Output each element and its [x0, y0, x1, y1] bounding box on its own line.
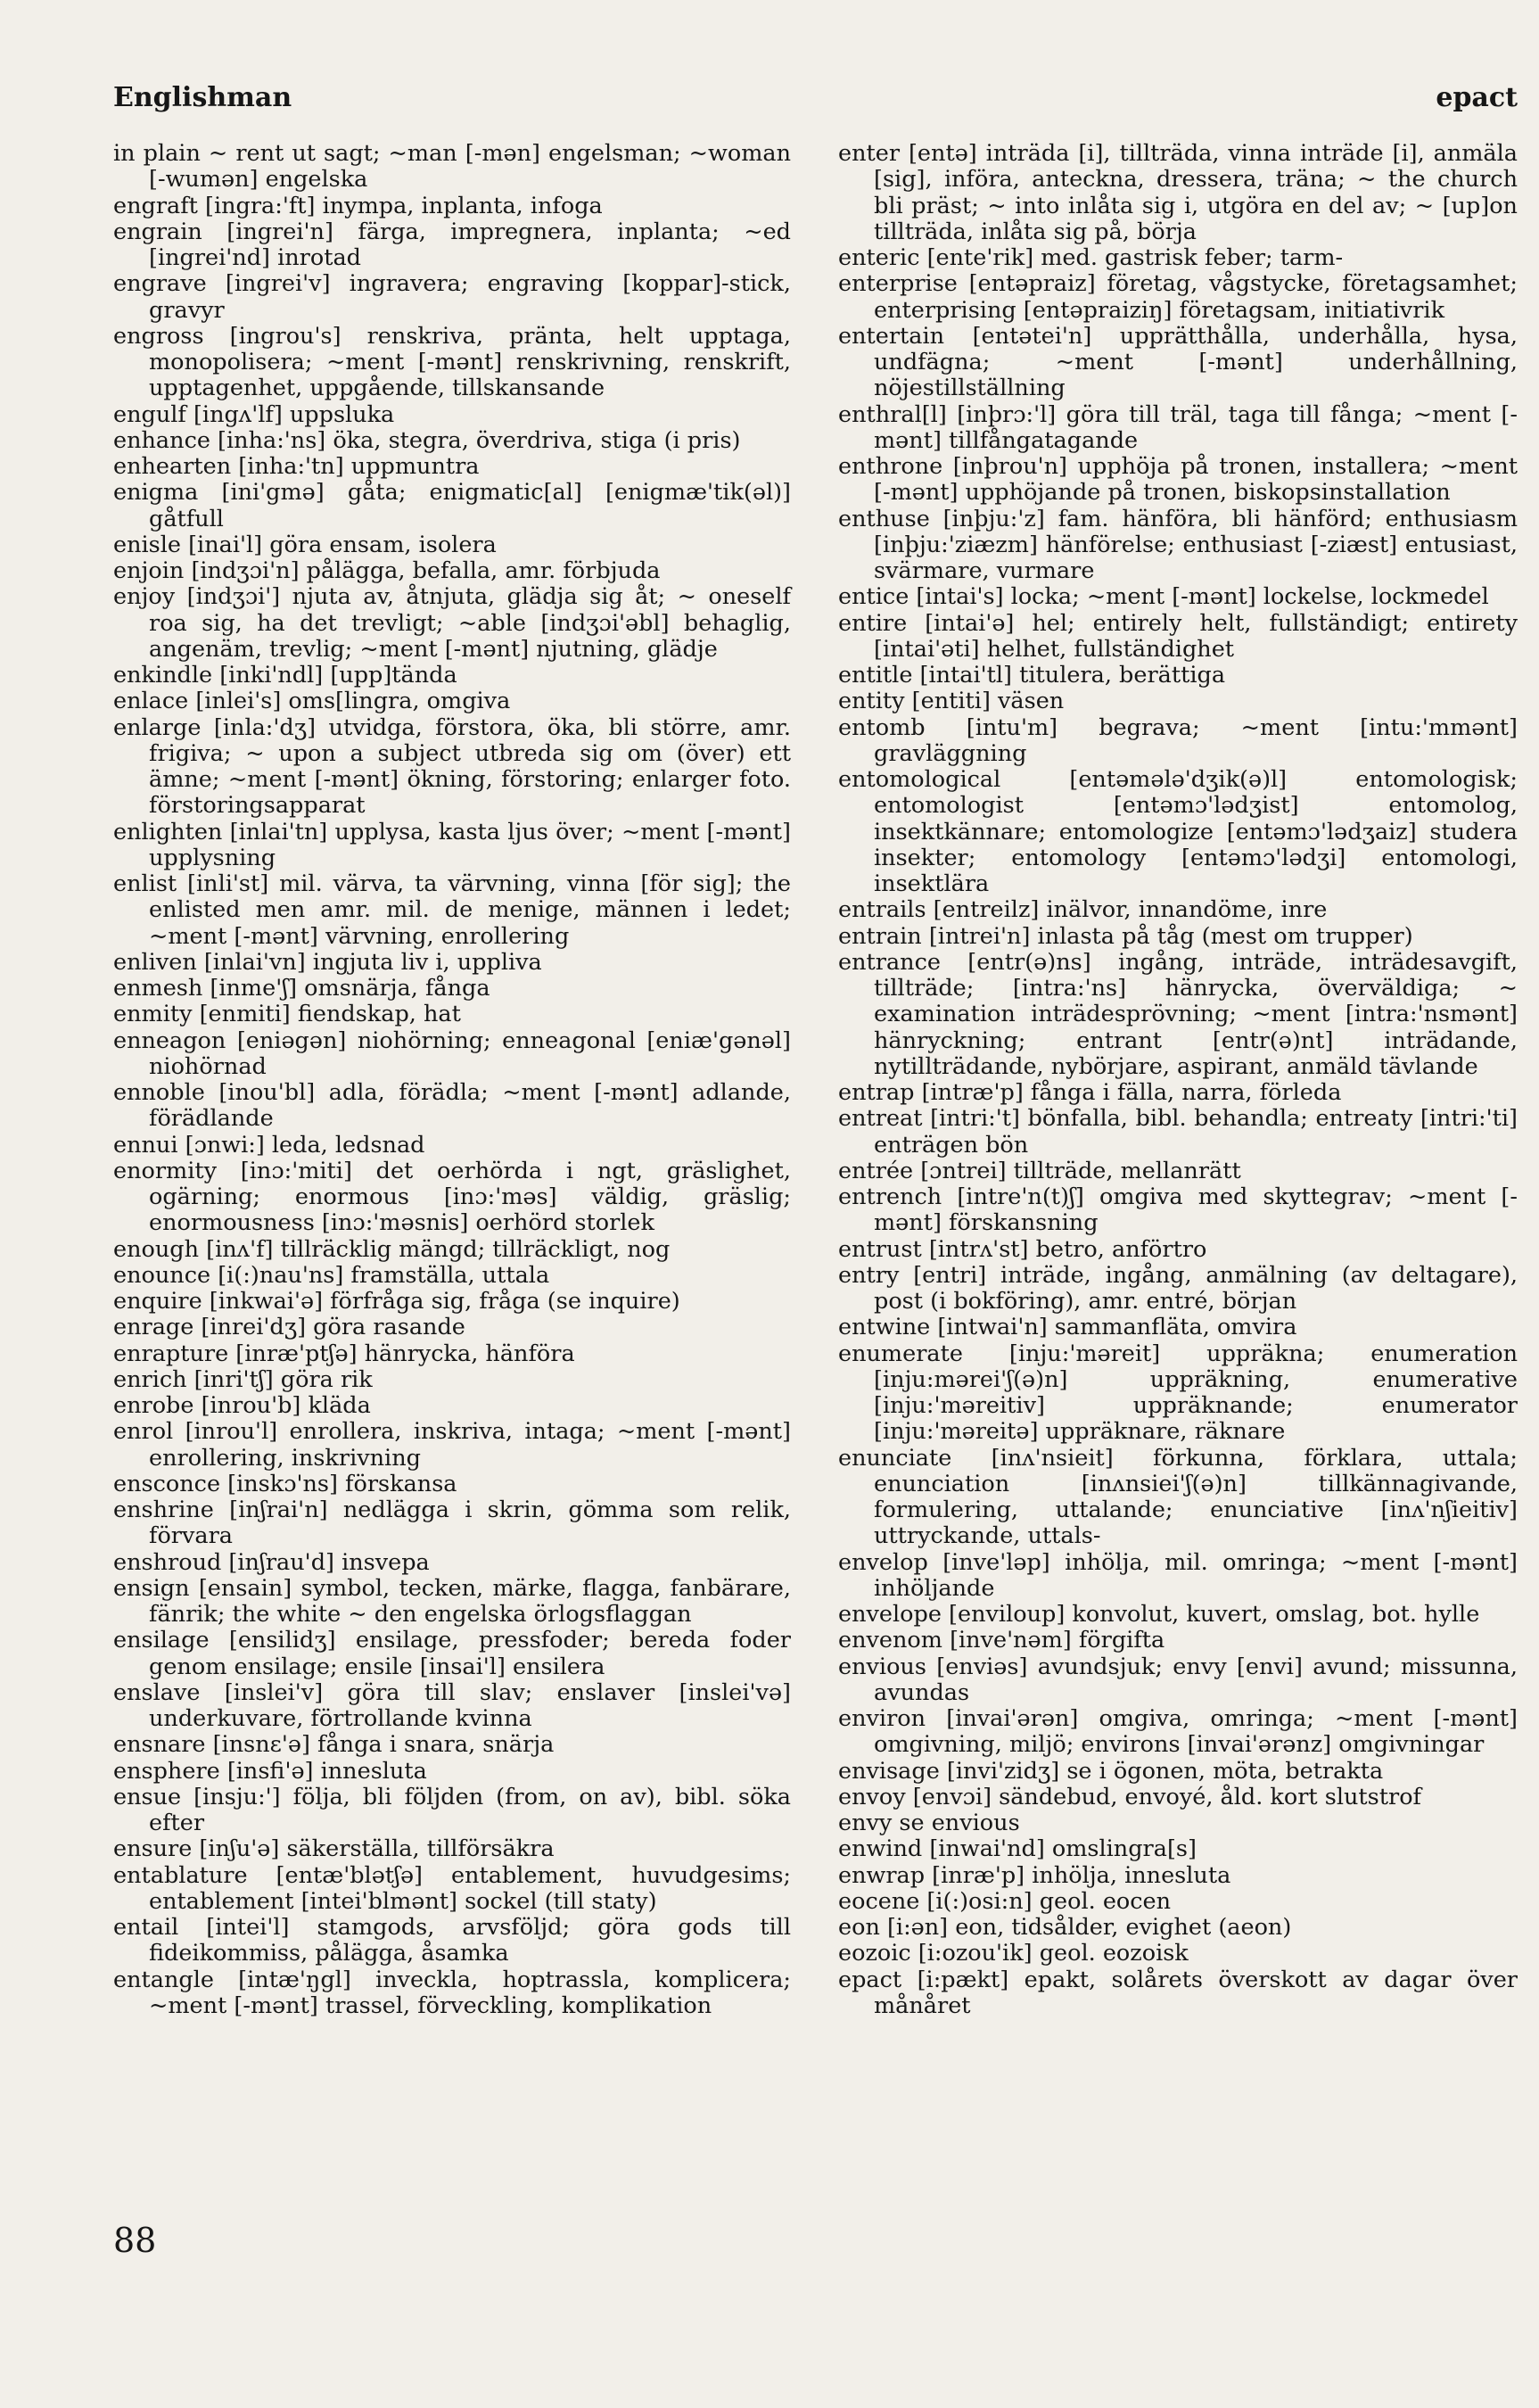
dictionary-entry: enigma [ini'gmə] gåta; enigmatic[al] [enigmæ'tik(əl)] gåtfull: [113, 479, 791, 532]
dictionary-entry: entry [entri] inträde, ingång, anmälning (av deltagare), post (i bokföring), amr. entré, början: [838, 1261, 1518, 1315]
dictionary-entry: entrain [intrei'n] inlasta på tåg (mest om trupper): [838, 922, 1413, 950]
dictionary-entry: epact [i:pækt] epakt, solårets överskott av dagar över månåret: [838, 1966, 1518, 2019]
dictionary-entry: entire [intai'ə] hel; entirely helt, fullständigt; entirety [intai'əti] helhet, fullständighet: [838, 609, 1518, 663]
dictionary-entry: engrain [ingrei'n] färga, impregnera, inplanta; ~ed [ingrei'nd] inrotad: [113, 218, 791, 271]
dictionary-entry: ensphere [insfi'ə] innesluta: [113, 1757, 427, 1785]
dictionary-entry: entreat [intri:'t] bönfalla, bibl. behandla; entreaty [intri:'ti] enträgen bön: [838, 1105, 1518, 1159]
dictionary-entry: enrobe [inrou'b] kläda: [113, 1392, 371, 1419]
dictionary-entry: enormity [inɔ:'miti] det oerhörda i ngt, gräslighet, ogärning; enormous [inɔ:'məs] väldig, gräslig; enormousness [inɔ:'məsnis] oerhörd storlek: [113, 1157, 791, 1237]
dictionary-entry: envenom [inve'nəm] förgifta: [838, 1627, 1165, 1654]
dictionary-entry: ensign [ensain] symbol, tecken, märke, flagga, fanbärare, fänrik; the white ~ den engelska örlogsflaggan: [113, 1574, 791, 1628]
left-column: [113, 141, 791, 2019]
page-number: 88: [113, 2221, 157, 2260]
dictionary-entry: eon [i:ən] eon, tidsålder, evighet (aeon): [838, 1914, 1292, 1941]
dictionary-entry: enwrap [inræ'p] inhölja, innesluta: [838, 1861, 1231, 1889]
dictionary-entry: enlighten [inlai'tn] upplysa, kasta ljus över; ~ment [-mənt] upplysning: [113, 818, 791, 871]
dictionary-entry: ensilage [ensilidʒ] ensilage, pressfoder; bereda foder genom ensilage; ensile [insai'l] ensilera: [113, 1627, 791, 1680]
dictionary-entry: ensconce [inskɔ'ns] förskansa: [113, 1470, 457, 1497]
dictionary-entry: entablature [entæ'blətʃə] entablement, huvudgesims; entablement [intei'blmənt] sockel (till staty): [113, 1861, 791, 1915]
dictionary-entry: entrée [ɔntrei] tillträde, mellanrätt: [838, 1157, 1241, 1184]
dictionary-entry: entertain [entətei'n] upprätthålla, underhålla, hysa, undfägna; ~ment [-mənt] underhållning, nöjestillställning: [838, 322, 1518, 402]
dictionary-entry: enumerate [inju:'məreit] uppräkna; enumeration [inju:mərei'ʃ(ə)n] uppräkning, enumerative [inju:'məreitiv] uppräknande; enumerator [inju:'məreitə] uppräknare, räknare: [838, 1340, 1518, 1446]
dictionary-entry: enter [entə] inträda [i], tillträda, vinna inträde [i], anmäla [sig], införa, anteckna, dressera, träna; ~ the church bli präst; ~ into inlåta sig i, utgöra en del av; ~ [up]on tillträda, inlåta sig på, börja: [838, 140, 1518, 245]
dictionary-entry: eozoic [i:ozou'ik] geol. eozoisk: [838, 1940, 1189, 1967]
dictionary-entry: enjoin [indʒɔi'n] pålägga, befalla, amr. förbjuda: [113, 557, 661, 584]
dictionary-entry: envelop [inve'ləp] inhölja, mil. omringa; ~ment [-mənt] inhöljande: [838, 1548, 1518, 1602]
dictionary-entry: enunciate [inʌ'nsieit] förkunna, förklara, uttala; enunciation [inʌnsiei'ʃ(ə)n] tillkännagivande, formulering, uttalande; enunciative [inʌ'nʃieitiv] uttryckande, uttals-: [838, 1444, 1518, 1550]
dictionary-entry: environ [invai'ərən] omgiva, omringa; ~ment [-mənt] omgivning, miljö; environs [invai'ərənz] omgivningar: [838, 1705, 1518, 1759]
dictionary-entry: engraft [ingra:'ft] inympa, inplanta, infoga: [113, 192, 603, 219]
dictionary-entry: enslave [inslei'v] göra till slav; enslaver [inslei'və] underkuvare, förtrollande kvinna: [113, 1678, 791, 1732]
dictionary-entry: entity [entiti] väsen: [838, 688, 1065, 715]
dictionary-entry: envisage [invi'zidʒ] se i ögonen, möta, betrakta: [838, 1757, 1384, 1785]
dictionary-entry: enthral[l] [inþrɔ:'l] göra till träl, taga till fånga; ~ment [-mənt] tillfångatagande: [838, 400, 1518, 454]
guide-word-right: epact: [1436, 82, 1518, 113]
dictionary-entry: enterprise [entəpraiz] företag, vågstycke, företagsamhet; enterprising [entəpraiziŋ] företagsam, initiativrik: [838, 270, 1518, 324]
dictionary-entry: in plain ~ rent ut sagt; ~man [-mən] engelsman; ~woman [-wumən] engelska: [113, 140, 791, 194]
dictionary-entry: enkindle [inki'ndl] [upp]tända: [113, 662, 457, 689]
dictionary-entry: enshrine [inʃrai'n] nedlägga i skrin, gömma som relik, förvara: [113, 1497, 791, 1550]
dictionary-entry: enrapture [inræ'ptʃə] hänrycka, hänföra: [113, 1340, 575, 1367]
dictionary-entry: entice [intai's] locka; ~ment [-mənt] lockelse, lockmedel: [838, 583, 1489, 611]
dictionary-entry: enlarge [inla:'dʒ] utvidga, förstora, öka, bli större, amr. frigiva; ~ upon a subject utbreda sig om (över) ett ämne; ~ment [-mənt] ökning, förstoring; enlarger foto. förstoringsapparat: [113, 713, 791, 820]
dictionary-entry: enrich [inri'tʃ] göra rik: [113, 1365, 373, 1393]
dictionary-entry: envelope [enviloup] konvolut, kuvert, omslag, bot. hylle: [838, 1601, 1480, 1628]
dictionary-entry: enhearten [inha:'tn] uppmuntra: [113, 453, 480, 480]
dictionary-entry: enquire [inkwai'ə] förfråga sig, fråga (se inquire): [113, 1288, 680, 1315]
dictionary-entry: envoy [envɔi] sändebud, envoyé, åld. kort slutstrof: [838, 1783, 1421, 1810]
dictionary-entry: enteric [ente'rik] med. gastrisk feber; tarm-: [838, 244, 1344, 271]
dictionary-entry: enmesh [inme'ʃ] omsnärja, fånga: [113, 975, 490, 1002]
dictionary-entry: enjoy [indʒɔi'] njuta av, åtnjuta, glädja sig åt; ~ oneself roa sig, ha det trevligt; ~able [indʒɔi'əbl] behaglig, angenäm, trevlig; ~ment [-mənt] njutning, glädje: [113, 583, 791, 663]
dictionary-entry: enough [inʌ'f] tillräcklig mängd; tillräckligt, nog: [113, 1235, 671, 1263]
dictionary-entry: ennui [ɔnwi:] leda, ledsnad: [113, 1131, 425, 1159]
dictionary-entry: enwind [inwai'nd] omslingra[s]: [838, 1835, 1197, 1863]
dictionary-entry: engrave [ingrei'v] ingravera; engraving [koppar]-stick, gravyr: [113, 270, 791, 324]
dictionary-entry: enhance [inha:'ns] öka, stegra, överdriva, stiga (i pris): [113, 426, 741, 454]
dictionary-entry: entrance [entr(ə)ns] ingång, inträde, inträdesavgift, tillträde; [intra:'ns] hänrycka, överväldiga; ~ examination inträdesprövning; ~ment [intra:'nsmənt] hänryckning; entrant [entr(ə)nt] inträdande, nytillträdande, nybörjare, aspirant, anmäld tävlande: [838, 948, 1518, 1080]
dictionary-entry: entrust [intrʌ'st] betro, anförtro: [838, 1235, 1207, 1263]
dictionary-entry: entwine [intwai'n] sammanfläta, omvira: [838, 1314, 1297, 1341]
dictionary-entry: ensnare [insnɛ'ə] fånga i snara, snärja: [113, 1731, 555, 1759]
dictionary-entry: ennoble [inou'bl] adla, förädla; ~ment [-mənt] adlande, förädlande: [113, 1079, 791, 1133]
dictionary-entry: enrage [inrei'dʒ] göra rasande: [113, 1314, 465, 1341]
dictionary-entry: engross [ingrou's] renskriva, pränta, helt upptaga, monopolisera; ~ment [-mənt] renskrivning, renskrift, upptagenhet, uppgående, tillskansande: [113, 322, 791, 402]
dictionary-entry: entomb [intu'm] begrava; ~ment [intu:'mmənt] gravläggning: [838, 713, 1518, 767]
dictionary-entry: entitle [intai'tl] titulera, berättiga: [838, 662, 1226, 689]
dictionary-entry: envy se envious: [838, 1810, 1020, 1836]
dictionary-entry: entrails [entreilz] inälvor, innandöme, inre: [838, 896, 1328, 924]
dictionary-entry: engulf [ingʌ'lf] uppsluka: [113, 400, 395, 428]
dictionary-entry: enthrone [inþrou'n] upphöja på tronen, installera; ~ment [-mənt] upphöjande på tronen, biskopsinstallation: [838, 453, 1518, 507]
guide-word-left: Englishman: [113, 82, 292, 113]
dictionary-entry: enshroud [inʃrau'd] insvepa: [113, 1548, 430, 1576]
dictionary-entry: enneagon [eniəgən] niohörning; enneagonal [eniæ'gənəl] niohörnad: [113, 1027, 791, 1080]
right-column: [838, 141, 1518, 2019]
dictionary-entry: enmity [enmiti] fiendskap, hat: [113, 1001, 461, 1028]
dictionary-entry: entomological [entəmələ'dʒik(ə)l] entomologisk; entomologist [entəmɔ'lədʒist] entomolog, insektkännare; entomologize [entəmɔ'lədʒaiz] studera insekter; entomology [entəmɔ'lədʒi] entomologi, insektlära: [838, 766, 1518, 897]
dictionary-entry: enlace [inlei's] oms[lingra, omgiva: [113, 688, 511, 715]
dictionary-entry: envious [enviəs] avundsjuk; envy [envi] avund; missunna, avundas: [838, 1653, 1518, 1706]
dictionary-entry: enisle [inai'l] göra ensam, isolera: [113, 531, 497, 558]
dictionary-entry: eocene [i(:)osi:n] geol. eocen: [838, 1887, 1172, 1915]
dictionary-entry: entangle [intæ'ŋgl] inveckla, hoptrassla, komplicera; ~ment [-mənt] trassel, förveckling, komplikation: [113, 1966, 791, 2019]
dictionary-entry: enthuse [inþju:'z] fam. hänföra, bli hänförd; enthusiasm [inþju:'ziæzm] hänförelse; enthusiast [-ziæst] entusiast, svärmare, vurmare: [838, 505, 1518, 584]
dictionary-entry: enrol [inrou'l] enrollera, inskriva, intaga; ~ment [-mənt] enrollering, inskrivning: [113, 1418, 791, 1472]
dictionary-entry: enliven [inlai'vn] ingjuta liv i, uppliva: [113, 948, 542, 976]
dictionary-entry: entrench [intre'n(t)ʃ] omgiva med skyttegrav; ~ment [-mənt] förskansning: [838, 1183, 1518, 1237]
dictionary-entry: ensue [insju:'] följa, bli följden (from, on av), bibl. söka efter: [113, 1783, 791, 1836]
dictionary-entry: ensure [inʃu'ə] säkerställa, tillförsäkra: [113, 1835, 555, 1863]
dictionary-entry: enlist [inli'st] mil. värva, ta värvning, vinna [för sig]; the enlisted men amr. mil. de menige, männen i ledet; ~ment [-mənt] värvning, enrollering: [113, 870, 791, 950]
dictionary-entry: entail [intei'l] stamgods, arvsföljd; göra gods till fideikommiss, pålägga, åsamka: [113, 1914, 791, 1967]
dictionary-entry: entrap [intræ'p] fånga i fälla, narra, förleda: [838, 1079, 1342, 1106]
dictionary-entry: enounce [i(:)nau'ns] framställa, uttala: [113, 1261, 550, 1289]
